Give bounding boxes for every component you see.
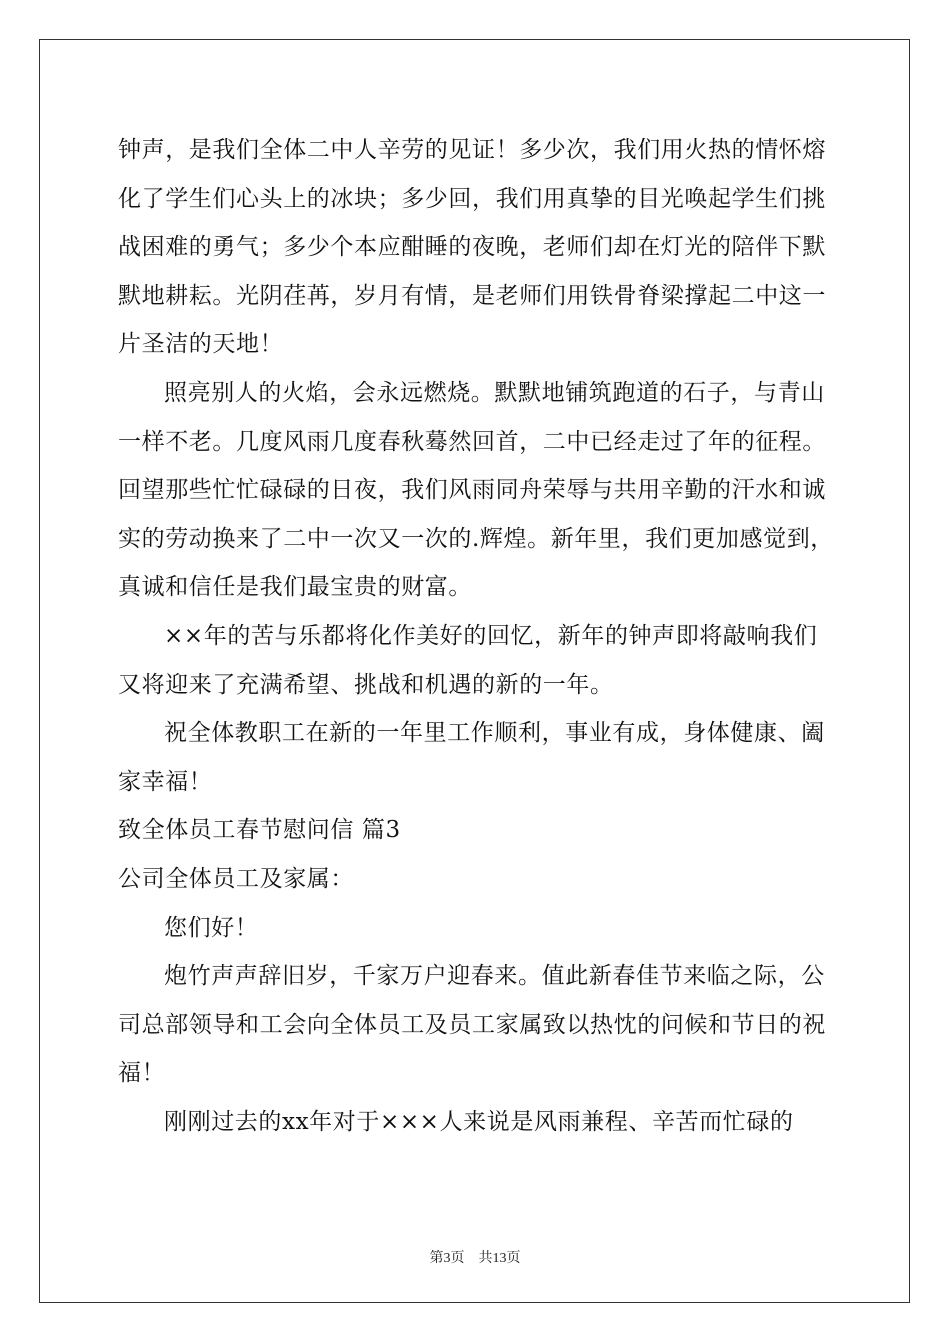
text-line: 真诚和信任是我们最宝贵的财富。 xyxy=(118,574,472,601)
text-line: 照亮别人的火焰，会永远燃烧。默默地铺筑跑道的石子，与青山 xyxy=(164,379,825,406)
text-line: 公司全体员工及家属： xyxy=(118,865,354,892)
text-line: 祝全体教职工在新的一年里工作顺利，事业有成，身体健康、阖 xyxy=(164,720,825,747)
text-line: 家幸福！ xyxy=(118,768,213,795)
text-line: 默地耕耘。光阴荏苒，岁月有情，是老师们用铁骨脊梁撑起二中这一 xyxy=(118,282,826,309)
text-line: 司总部领导和工会向全体员工及员工家属致以热忱的问候和节日的祝 xyxy=(118,1011,826,1038)
page-footer xyxy=(0,1247,950,1267)
text-line: 化了学生们心头上的冰块；多少回，我们用真挚的目光唤起学生们挑 xyxy=(118,185,826,212)
text-line: 致全体员工春节慰问信 篇3 xyxy=(118,817,401,844)
text-line: 刚刚过去的xx年对于×××人来说是风雨兼程、辛苦而忙碌的 xyxy=(164,1108,794,1135)
document-body xyxy=(118,126,834,1146)
text-line: 一样不老。几度风雨几度春秋蓦然回首，二中已经走过了年的征程。 xyxy=(118,428,826,455)
text-line: 福！ xyxy=(118,1060,166,1087)
text-line: 片圣洁的天地！ xyxy=(118,331,284,358)
text-line: 战困难的勇气；多少个本应酣睡的夜晚，老师们却在灯光的陪伴下默 xyxy=(118,234,826,261)
page-number: 第3页 xyxy=(429,1251,465,1266)
text-line: 钟声，是我们全体二中人辛劳的见证！多少次，我们用火热的情怀熔 xyxy=(118,137,826,163)
page-total: 共13页 xyxy=(478,1251,521,1266)
text-line: ××年的苦与乐都将化作美好的回忆，新年的钟声即将敲响我们 xyxy=(164,622,818,649)
text-line: 又将迎来了充满希望、挑战和机遇的新的一年。 xyxy=(118,671,614,698)
text-line: 您们好！ xyxy=(164,914,259,941)
text-line: 炮竹声声辞旧岁，千家万户迎春来。值此新春佳节来临之际，公 xyxy=(164,963,825,990)
text-line: 回望那些忙忙碌碌的日夜，我们风雨同舟荣辱与共用辛勤的汗水和诚 xyxy=(118,477,826,504)
text-line: 实的劳动换来了二中一次又一次的.辉煌。新年里，我们更加感觉到， xyxy=(118,525,834,552)
